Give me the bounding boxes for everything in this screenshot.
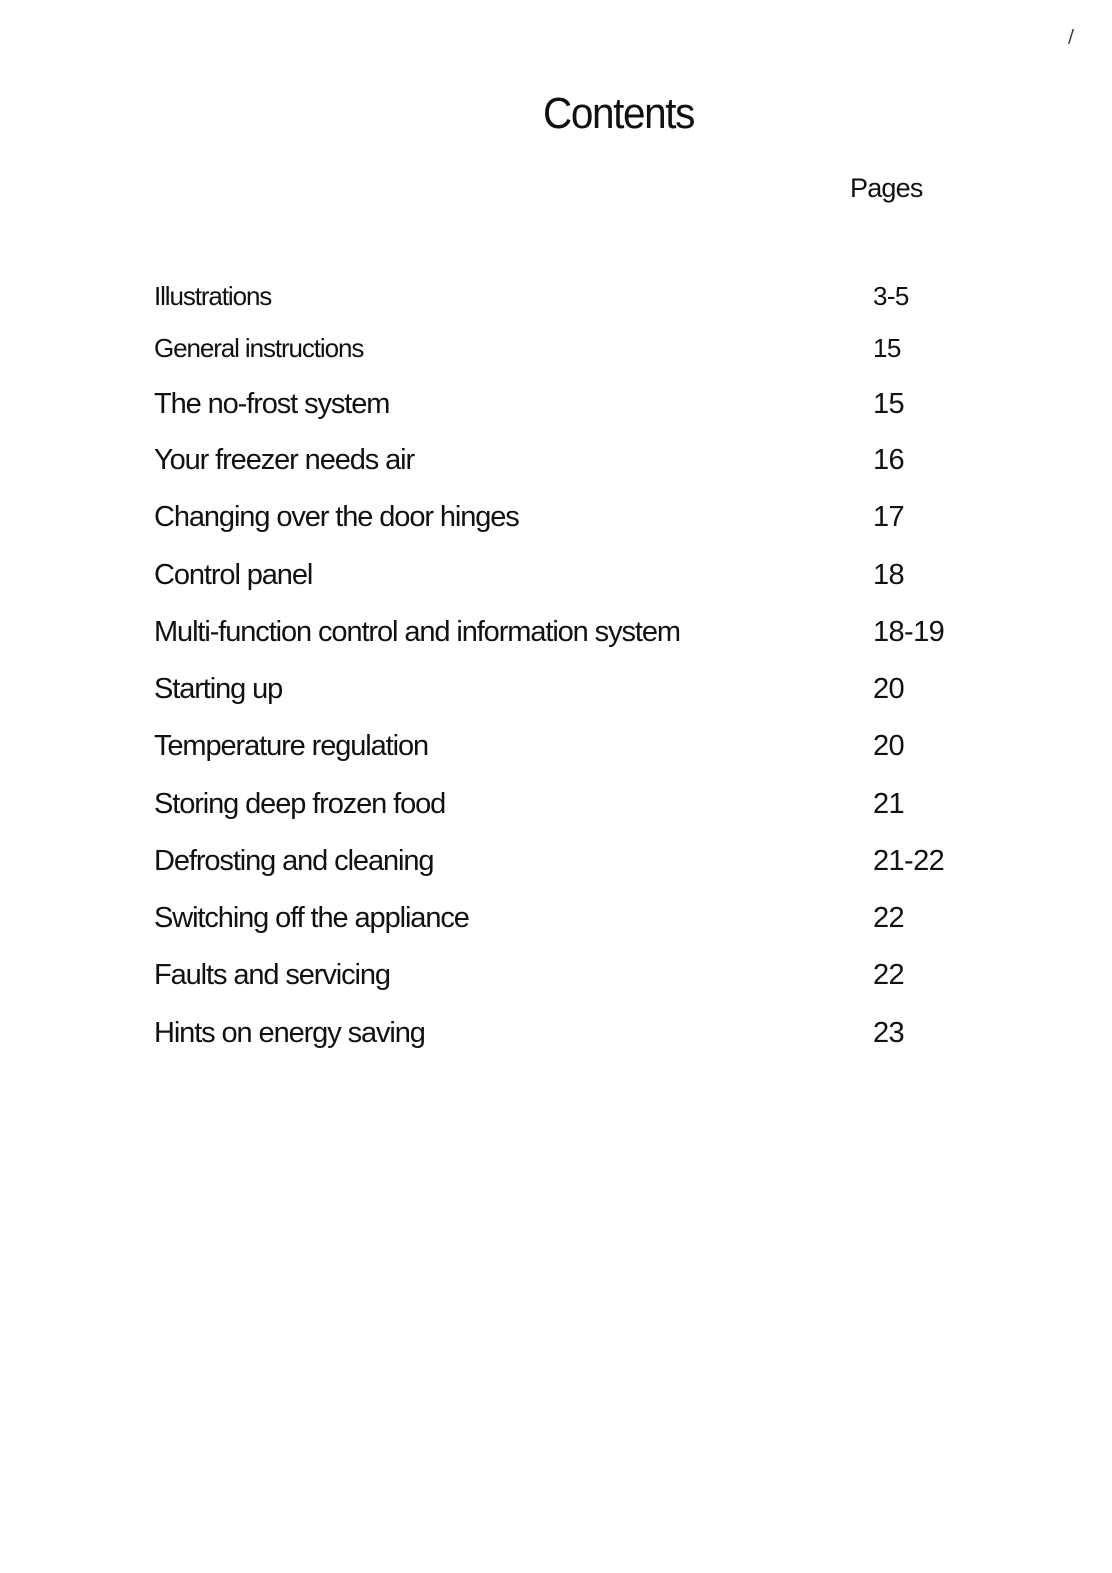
toc-entry-page: 22 [873,902,905,934]
toc-entry-storing-frozen-food[interactable] [154,784,974,824]
toc-entry-general-instructions[interactable] [154,328,974,368]
toc-entry-title: Switching off the appliance [154,902,469,934]
toc-entry-faults-servicing[interactable] [154,955,974,995]
toc-entry-page: 23 [873,1017,905,1049]
toc-entry-title: Storing deep frozen food [154,788,446,820]
page-title: Contents [542,89,694,138]
toc-entry-page: 20 [873,730,905,762]
toc-entry-title: Starting up [154,673,283,705]
toc-entry-title: Multi-function control and information system [154,616,680,648]
toc-entry-defrosting-cleaning[interactable] [154,841,974,881]
toc-entry-energy-saving[interactable] [154,1013,974,1053]
toc-entry-page: 17 [873,501,905,533]
toc-entry-page: 18 [873,559,905,591]
toc-entry-page: 15 [873,333,901,363]
toc-entry-title: Hints on energy saving [154,1017,425,1049]
toc-entry-page: 3-5 [873,281,909,311]
toc-entry-title: The no-frost system [154,388,390,420]
toc-entry-control-panel[interactable] [154,555,974,595]
toc-entry-title: Your freezer needs air [154,444,415,476]
toc-entry-page: 20 [873,673,905,705]
toc-entry-page: 21-22 [873,845,945,877]
toc-entry-title: Changing over the door hinges [154,501,519,533]
toc-entry-page: 15 [873,388,905,420]
toc-entry-title: Faults and servicing [154,959,390,991]
toc-entry-door-hinges[interactable] [154,497,974,537]
toc-entry-starting-up[interactable] [154,669,974,709]
toc-entry-page: 18-19 [873,616,945,648]
toc-entry-temperature-regulation[interactable] [154,726,974,766]
toc-entry-page: 16 [873,444,905,476]
pages-column-header: Pages [850,173,923,203]
toc-entry-page: 22 [873,959,905,991]
toc-entry-switching-off[interactable] [154,898,974,938]
toc-entry-freezer-needs-air[interactable] [154,440,974,480]
toc-entry-title: Temperature regulation [154,730,429,762]
toc-entry-title: Defrosting and cleaning [154,845,434,877]
toc-entry-title: Illustrations [154,281,272,311]
toc-entry-no-frost-system[interactable] [154,384,974,424]
toc-entry-title: General instructions [154,333,364,363]
toc-entry-page: 21 [873,788,905,820]
scan-mark: / [1068,26,1075,47]
toc-entry-title: Control panel [154,559,313,591]
toc-entry-illustrations[interactable] [154,276,974,316]
toc-entry-multi-function-control[interactable] [154,612,974,652]
